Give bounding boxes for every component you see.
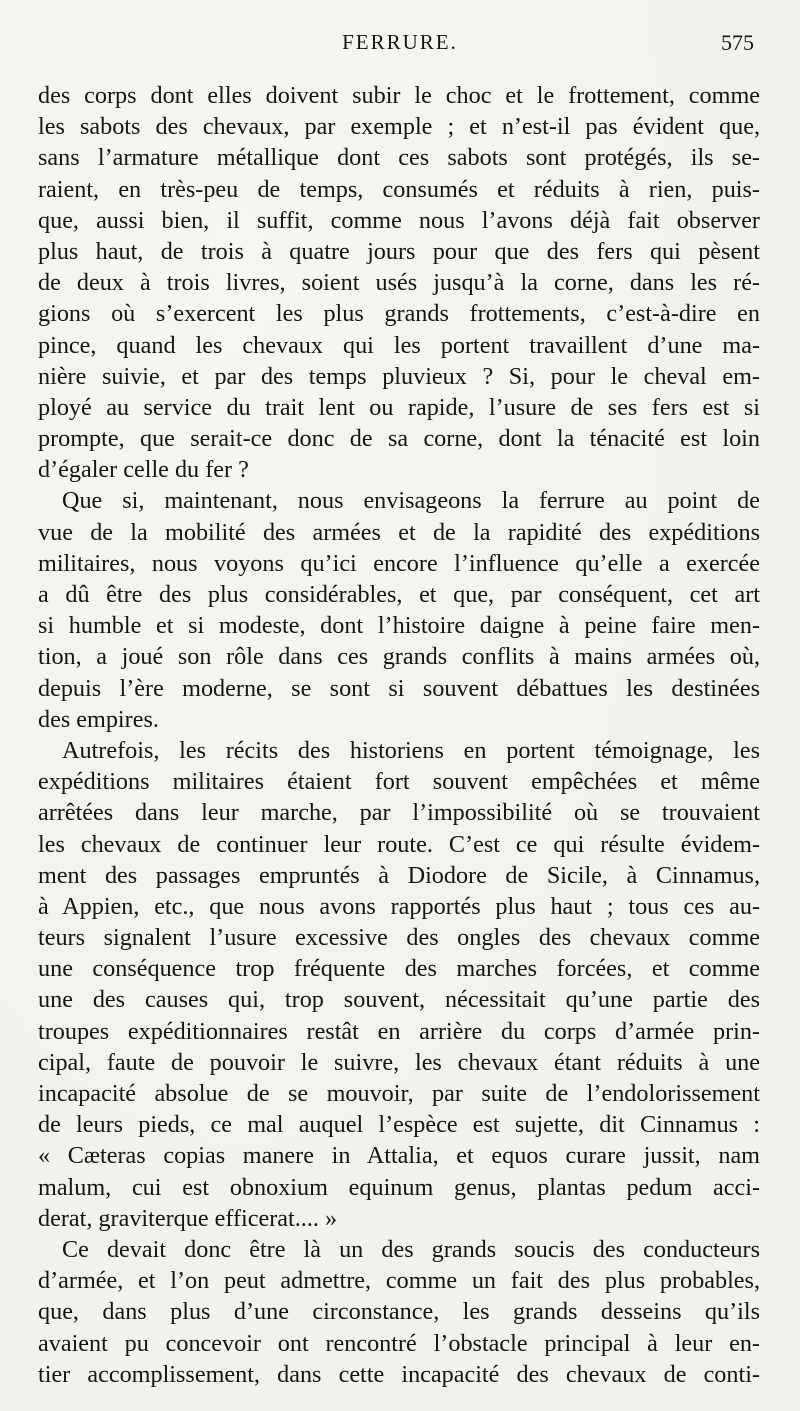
text-line: teurs signalent l’usure excessive des ongles des chevaux comme xyxy=(38,924,760,952)
text-line: tier accomplissement, dans cette incapacité des chevaux de conti- xyxy=(38,1360,760,1388)
text-line: gions où s’exercent les plus grands frottements, c’est-à-dire en xyxy=(38,300,760,328)
running-head: FERRURE. xyxy=(342,30,458,54)
text-line: ment des passages empruntés à Diodore de Sicile, à Cinnamus, xyxy=(38,861,760,889)
text-line: Que si, maintenant, nous envisageons la ferrure au point de xyxy=(62,487,760,515)
text-line: à Appien, etc., que nous avons rapportés plus haut ; tous ces au- xyxy=(38,892,760,920)
text-line: sans l’armature métallique dont ces sabots sont protégés, ils se- xyxy=(38,144,760,172)
text-line: raient, en très-peu de temps, consumés et réduits à rien, puis- xyxy=(38,175,760,203)
page-header xyxy=(0,30,800,64)
text-line: cipal, faute de pouvoir le suivre, les chevaux étant réduits à une xyxy=(38,1048,760,1076)
text-line: tion, a joué son rôle dans ces grands conflits à mains armées où, xyxy=(38,643,760,671)
text-line: les chevaux de continuer leur route. C’est ce qui résulte évidem- xyxy=(38,830,760,858)
body-text xyxy=(38,80,760,1390)
text-line: derat, graviterque efficerat.... » xyxy=(38,1204,338,1232)
text-line: une conséquence trop fréquente des marches forcées, et comme xyxy=(38,955,760,983)
text-line: malum, cui est obnoxium equinum genus, plantas pedum acci- xyxy=(38,1173,760,1201)
text-line: avaient pu concevoir ont rencontré l’obstacle principal à leur en- xyxy=(38,1329,760,1357)
text-line: de leurs pieds, ce mal auquel l’espèce est sujette, dit Cinnamus : xyxy=(38,1111,760,1139)
text-line: a dû être des plus considérables, et que, par conséquent, cet art xyxy=(38,581,760,608)
text-line: « Cæteras copias manere in Attalia, et equos curare jussit, nam xyxy=(38,1142,760,1170)
text-line: plus haut, de trois à quatre jours pour que des fers qui pèsent xyxy=(38,237,760,265)
text-line: militaires, nous voyons qu’ici encore l’influence qu’elle a exercée xyxy=(38,549,760,577)
text-line: des empires. xyxy=(38,705,159,733)
text-line: vue de la mobilité des armées et de la rapidité des expéditions xyxy=(38,518,760,546)
text-line: pince, quand les chevaux qui les portent travaillent d’une ma- xyxy=(38,331,760,359)
text-line: que, dans plus d’une circonstance, les grands desseins qu’ils xyxy=(38,1298,760,1326)
text-line: Autrefois, les récits des historiens en portent témoignage, les xyxy=(62,736,760,764)
text-line: prompte, que serait-ce donc de sa corne, dont la ténacité est loin xyxy=(38,425,760,453)
text-line: troupes expéditionnaires restât en arrière du corps d’armée prin- xyxy=(38,1017,760,1045)
text-line: d’armée, et l’on peut admettre, comme un fait des plus probables, xyxy=(38,1267,760,1295)
text-line: les sabots des chevaux, par exemple ; et n’est-il pas évident que, xyxy=(38,113,760,141)
text-line: que, aussi bien, il suffit, comme nous l’avons déjà fait observer xyxy=(38,206,760,234)
text-line: incapacité absolue de se mouvoir, par suite de l’endolorissement xyxy=(38,1080,760,1107)
text-line: des corps dont elles doivent subir le choc et le frottement, comme xyxy=(38,82,760,109)
text-line: ployé au service du trait lent ou rapide, l’usure de ses fers est si xyxy=(38,393,760,421)
text-line: de deux à trois livres, soient usés jusqu’à la corne, dans les ré- xyxy=(38,269,760,297)
text-line: depuis l’ère moderne, se sont si souvent débattues les destinées xyxy=(38,674,760,702)
text-line: si humble et si modeste, dont l’histoire daigne à peine faire men- xyxy=(38,612,760,640)
text-line: nière suivie, et par des temps pluvieux ? Si, pour le cheval em- xyxy=(38,362,760,390)
text-line: d’égaler celle du fer ? xyxy=(38,456,249,484)
text-line: Ce devait donc être là un des grands soucis des conducteurs xyxy=(62,1235,760,1263)
text-line: expéditions militaires étaient fort souvent empêchées et même xyxy=(38,768,760,796)
text-line: arrêtées dans leur marche, par l’impossibilité où se trouvaient xyxy=(38,799,760,827)
text-line: une des causes qui, trop souvent, nécessitait qu’une partie des xyxy=(38,986,760,1014)
page-number: 575 xyxy=(721,30,754,55)
